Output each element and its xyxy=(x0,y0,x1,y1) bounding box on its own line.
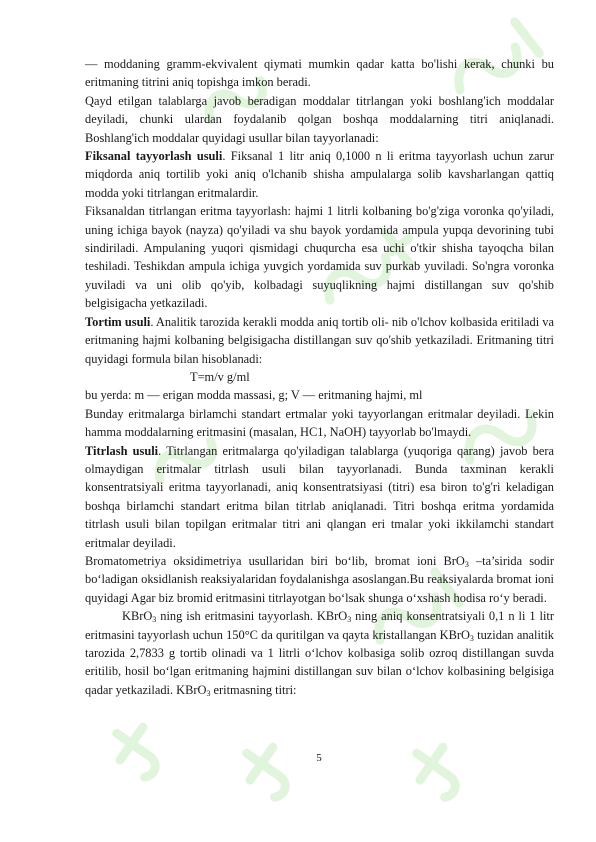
paragraph-kbro3-preparation xyxy=(85,607,554,699)
kbro3-text-e: eritmasning titri: xyxy=(210,682,297,697)
kbro3-text-b: ning ish eritmasini tayyorlash. KBrO xyxy=(156,609,348,624)
weighing-method-text: . Analitik tarozida kerakli modda aniq tortib oli- nib o'lchov kolbasida eritiladi va eritmaning hajmi kolbaning belgisigacha distillangan suv qo'shib yetkaziladi. Eritmaning titri quyidagi formula bilan hisoblanadi: xyxy=(85,314,554,366)
paragraph-formula-legend: bu yerda: m — erigan modda massasi, g; V — eritmaning hajmi, ml xyxy=(85,388,423,403)
kbro3-text-c: ning aniq konsentratsiyali 0,1 n li 1 litr eritmasini tayyorlash uchun 150°C da quritilgan va qayta kristallangan KBrO xyxy=(85,609,554,642)
paragraph-fiksanal-preparation: Fiksanaldan titrlangan eritma tayyorlash: hajmi 1 litrli kolbaning bo'g'ziga voronka qo'yiladi, uning ichiga bayok (nayza) qo'yiladi va shu bayok yordamida ampula yupqa devorining tubi sindiriladi. Ampulaning yuqori qismidagi chuqurcha esa uchi o'tkir shisha tayoqcha bilan teshiladi. Teshikdan ampula ichiga yuvgich yordamida suv purkab yuviladi. So'ngra voronka yuviladi va uni olib qo'yib, kolbadagi suyuqlikning hajmi distillangan suv qo'shib belgisigacha yetkaziladi. xyxy=(85,204,554,311)
weighing-method-heading: Tortim usuli xyxy=(85,314,151,329)
kbro3-subscript-2: 3 xyxy=(347,615,352,625)
paragraph-gram-equivalent: — moddaning gramm-ekvivalent qiymati mumkin qadar katta bo'lishi kerak, chunki bu eritmaning titrini aniq topishga imkon beradi. xyxy=(85,57,554,90)
paragraph-fiksanal-method xyxy=(85,147,554,202)
paragraph-primary-standards: Bunday eritmalarga birlamchi standart ertmalar yoki tayyorlangan eritmalar deyiladi. Lekin hamma moddalarning eritmasini (masalan, HC1, NaOH) tayyorlab bo'lmaydi. xyxy=(85,406,554,440)
bromatometry-text-b: –ta’sirida sodir bo‘ladigan oksidlanish reaksiyalaridan foydalanishga asoslangan.Bu reaksiyalarda bromat ioni quyidagi Agar biz bromid eritmasini titrlayotgan bo‘lsak shunga o‘xshash hodisa ro‘y beradi. xyxy=(85,553,554,605)
page-number: 5 xyxy=(316,752,322,764)
kbro3-text-a: KBrO xyxy=(122,609,153,624)
bromatometry-text-a: Bromatometriya oksidimetriya usullaridan biri bo‘lib, bromat ioni BrO xyxy=(85,553,465,568)
kbro3-subscript-3: 3 xyxy=(469,633,474,643)
fiksanal-method-text: . Fiksanal 1 litr aniq 0,1000 n li eritma tayyorlash uchun zarur miqdorda aniq tortilib yoki aniq o'lchanib shisha ampulalarga solib kavsharlangan qattiq modda yoki titrlangan eritmalardir. xyxy=(85,149,554,200)
titration-method-heading: Titrlash usuli xyxy=(85,443,159,458)
titration-method-text: . Titrlangan eritmalarga qo'yiladigan talablarga (yuqoriga qarang) javob bera olmaydigan eritmalar titrlash usuli bilan tayyorlanadi. Bunda taxminan kerakli konsentratsiyali eritma tayyorlanadi, aniq konsentratsiyasi (titri) esa biron to'g'ri keladigan boshqa birlamchi standart eritma bilan titrlab aniqlanadi. Titri boshqa eritma yordamida titrlash usuli bilan topilgan eritmalar titri ani qlangan eri tmalar yoki ikkilamchi standart eritmalar deyiladi. xyxy=(85,443,554,550)
kbro3-subscript-1: 3 xyxy=(152,615,157,625)
paragraph-weighing-method xyxy=(85,313,554,368)
titre-formula: T=m/v g/ml xyxy=(190,369,250,384)
paragraph-bromatometry xyxy=(85,552,554,607)
bromate-subscript: 3 xyxy=(464,559,469,569)
kbro3-subscript-4: 3 xyxy=(206,688,211,698)
kbro3-text-d: tuzidan analitik tarozida 2,7833 g tortib olinadi va 1 litrli o‘lchov kolbasiga solib ozroq distillangan suvda eritilib, hosil bo‘lgan eritmaning hajmini distillangan suv bilan o‘lchov kolbasining belgisiga qadar yetkaziladi. KBrO xyxy=(85,627,554,697)
document-body xyxy=(85,55,554,699)
paragraph-titration-method xyxy=(85,442,554,552)
fiksanal-method-heading: Fiksanal tayyorlash usuli xyxy=(85,149,223,164)
paragraph-titrated-substances: Qayd etilgan talablarga javob beradigan moddalar titrlangan yoki boshlang'ich moddalar deyiladi, chunki ulardan foydalanib qolgan boshqa moddalarning titri aniqlanadi. Boshlang'ich moddalar quyidagi usullar bilan tayyorlanadi: xyxy=(85,93,554,145)
